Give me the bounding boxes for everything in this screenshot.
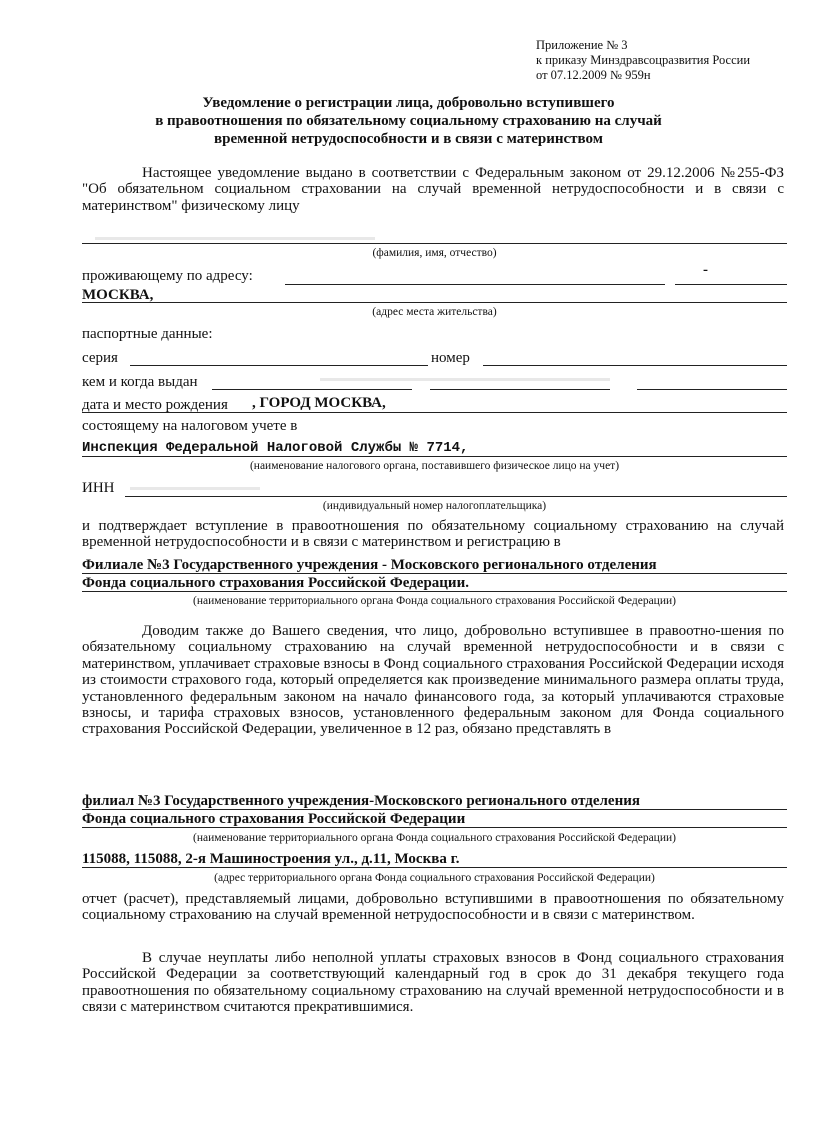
fss-address-value: 115088, 115088, 2-я Машиностроения ул., д.11, Москва г. [82,851,460,867]
birth-line [82,412,787,413]
fio-line [82,243,787,244]
fss-branch-2-line-2: Фонда социального страхования Российской Федерации [82,811,466,827]
report-paragraph: отчет (расчет), представляемый лицами, добровольно вступившими в правоотношения по обязательному социальному страхованию на случай временной нетрудоспособности и в связи с материнством. [82,891,784,924]
number-label: номер [431,350,470,366]
title-line-2: в правоотношения по обязательному социальному страхованию на случай [155,113,662,129]
issued-line-3 [637,389,787,390]
fio-caption: (фамилия, имя, отчество) [372,247,497,259]
intro-paragraph: Настоящее уведомление выдано в соответствии с Федеральным законом от 29.12.2006 №255-ФЗ "Об обязательном социальном страховании на случай временной нетрудоспособности и в связи с материнством" физическому лицу [82,165,784,214]
annex-header [536,38,750,83]
confirm-paragraph: и подтверждает вступление в правоотношения по обязательному социальному страхованию на случай временной нетрудоспособности и в связи с материнством и регистрацию в [82,518,784,551]
title-line-3: временной нетрудоспособности и в связи с материнством [214,131,603,147]
annex-line-3: от 07.12.2009 № 959н [536,68,651,82]
inn-line [125,496,787,497]
address-label: проживающему по адресу: [82,268,253,284]
issued-line-1 [212,389,412,390]
series-line [130,365,428,366]
fss-branch-2-rule-1 [82,809,787,810]
address-line-1a [285,284,665,285]
closing-paragraph: В случае неуплаты либо неполной уплаты страховых взносов в Фонд социального страхования Российской Федерации за соответствующий календарный год в срок до 31 декабря текущего года правоотношения по обязательному социальному страхованию на случай временной нетрудоспособности и в связи с материнством считаются прекратившимися. [82,950,784,1016]
fss-branch-2-rule-2 [82,827,787,828]
address-value: МОСКВА, [82,287,154,303]
title-line-1: Уведомление о регистрации лица, добровольно вступившего [202,95,615,111]
fss-address-rule [82,867,787,868]
fss-organ-caption-2: (наименование территориального органа Фонда социального страхования Российской Федерации) [193,832,676,844]
fss-branch-1-rule-1 [82,573,787,574]
redacted-inn [130,487,260,490]
inn-label: ИНН [82,480,115,496]
tax-caption: (наименование налогового органа, поставившего физическое лицо на учет) [249,460,620,472]
fss-branch-1-line-2: Фонда социального страхования Российской Федерации. [82,575,469,591]
redacted-issued [320,378,610,381]
tax-value: Инспекция Федеральной Налоговой Службы № 7714, [82,440,469,456]
fss-branch-2-line-1: филиал №3 Государственного учреждения-Московского регионального отделения [82,793,640,809]
tax-label: состоящему на налоговом учете в [82,418,298,434]
annex-line-1: Приложение № 3 [536,38,628,52]
issued-line-2 [430,389,610,390]
redacted-fio [95,237,375,240]
address-dash: - [703,262,708,278]
number-line [483,365,787,366]
fss-organ-caption-1: (наименование территориального органа Фонда социального страхования Российской Федерации) [193,595,676,607]
birth-value: , ГОРОД МОСКВА, [252,395,386,411]
fss-address-caption: (адрес территориального органа Фонда социального страхования Российской Федерации) [214,872,655,884]
passport-label: паспортные данные: [82,326,213,342]
tax-line [82,456,787,457]
series-label: серия [82,350,118,366]
address-line-2 [82,302,787,303]
document-title [100,94,717,148]
inn-caption: (индивидуальный номер налогоплательщика) [322,500,547,512]
annex-line-2: к приказу Минздравсоцразвития России [536,53,751,67]
birth-label: дата и место рождения [82,397,228,413]
fss-branch-1-rule-2 [82,591,787,592]
fss-branch-1-line-1: Филиале №3 Государственного учреждения - Московского регионального отделения [82,557,657,573]
issued-label: кем и когда выдан [82,374,198,390]
address-line-1b [675,284,787,285]
notice-paragraph: Доводим также до Вашего сведения, что лицо, добровольно вступившее в правоотно-шения по обязательному социальному страхованию на случай временной нетрудоспособности и в связи с материнством, уплачивает страховые взносы в Фонд социального страхования Российской Федерации исходя из стоимости страхового года, который определяется как произведение минимального размера оплаты труда, установленного федеральным законом на начало финансового года, за который уплачиваются страховые взносы, и тарифа страховых взносов, установленного федеральным законом для Фонда социального страхования Российской Федерации, увеличенное в 12 раз, обязано представлять в [82,623,784,738]
address-caption: (адрес места жительства) [372,306,497,318]
